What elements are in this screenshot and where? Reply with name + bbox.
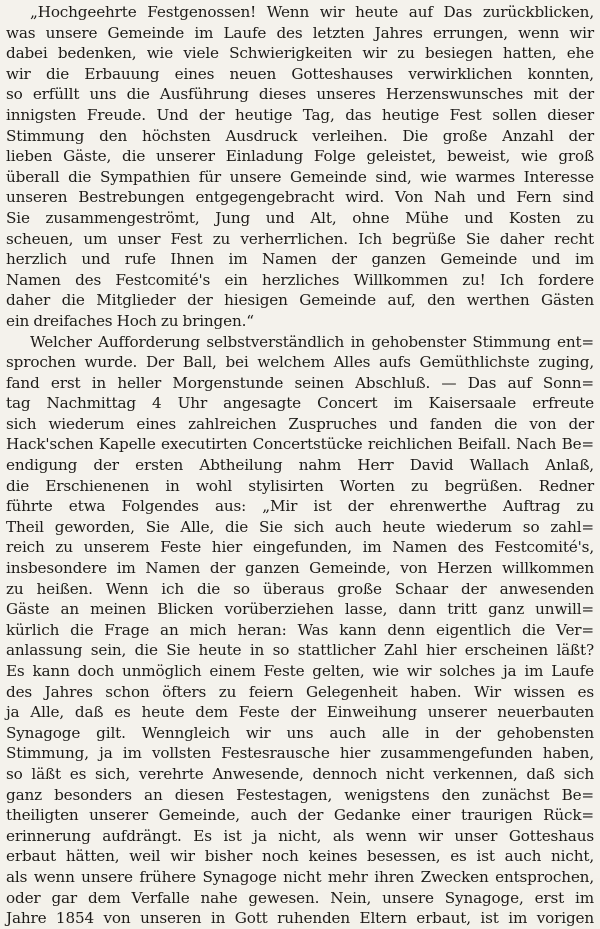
text-line: Theil geworden, Sie Alle, die Sie sich auch heute wiederum so zahl= xyxy=(6,517,594,536)
text-line: wir die Erbauung eines neuen Gotteshauses verwirklichen konnten, xyxy=(6,64,594,83)
text-line: des Jahres schon öfters zu feiern Gelegenheit haben. Wir wissen es xyxy=(6,682,594,701)
text-line: Gäste an meinen Blicken vorüberziehen lasse, dann tritt ganz unwill= xyxy=(6,600,594,619)
text-line: Namen des Festcomité's ein herzliches Willkommen zu! Ich fordere xyxy=(6,270,594,289)
text-line: ja Alle, daß es heute dem Feste der Einweihung unserer neuerbauten xyxy=(6,703,594,722)
text-line: Sie zusammengeströmt, Jung und Alt, ohne Mühe und Kosten zu xyxy=(6,208,594,227)
text-line: fand erst in heller Morgenstunde seinen Abschluß. — Das auf Sonn= xyxy=(6,373,594,392)
text-line: tag Nachmittag 4 Uhr angesagte Concert im Kaisersaale erfreute xyxy=(6,394,594,413)
text-line: theiligten unserer Gemeinde, auch der Gedanke einer traurigen Rück= xyxy=(6,806,594,825)
text-line: Hack'schen Kapelle executirten Concertstücke reichlichen Beifall. Nach Be= xyxy=(6,435,594,454)
text-line: ein dreifaches Hoch zu bringen.“ xyxy=(6,311,254,330)
text-line: was unsere Gemeinde im Laufe des letzten Jahres errungen, wenn wir xyxy=(6,23,594,42)
paragraph xyxy=(6,2,594,332)
text-line: die Erschienenen in wohl stylisirten Worten zu begrüßen. Redner xyxy=(6,476,594,495)
paragraph xyxy=(6,332,594,929)
text-line: Synagoge gilt. Wenngleich wir uns auch alle in der gehobensten xyxy=(6,723,594,742)
text-line: sich wiederum eines zahlreichen Zuspruches und fanden die von der xyxy=(6,414,594,433)
text-line: anlassung sein, die Sie heute in so stattlicher Zahl hier erscheinen läßt? xyxy=(6,641,594,660)
text-line: ganz besonders an diesen Festestagen, wenigstens den zunächst Be= xyxy=(6,785,594,804)
text-line: Es kann doch unmöglich einem Feste gelten, wie wir solches ja im Laufe xyxy=(6,662,594,680)
text-line: „Hochgeehrte Festgenossen! Wenn wir heute auf Das zurückblicken, xyxy=(30,3,594,21)
text-line: überall die Sympathien für unsere Gemeinde sind, wie warmes Interesse xyxy=(6,167,594,186)
text-line: insbesondere im Namen der ganzen Gemeinde, von Herzen willkommen xyxy=(6,559,594,578)
text-line: lieben Gäste, die unserer Einladung Folge geleistet, beweist, wie groß xyxy=(6,147,594,166)
text-line: oder gar dem Verfalle nahe gewesen. Nein, unsere Synagoge, erst im xyxy=(6,888,594,907)
text-line: daher die Mitglieder der hiesigen Gemeinde auf, den werthen Gästen xyxy=(6,291,594,310)
text-line: Welcher Aufforderung selbstverständlich in gehobenster Stimmung ent= xyxy=(30,332,594,351)
text-line: als wenn unsere frühere Synagoge nicht mehr ihren Zwecken entsprochen, xyxy=(6,867,594,886)
text-line: endigung der ersten Abtheilung nahm Herr David Wallach Anlaß, xyxy=(6,456,594,475)
text-line: herzlich und rufe Ihnen im Namen der ganzen Gemeinde und im xyxy=(6,250,594,269)
text-line: sprochen wurde. Der Ball, bei welchem Alles aufs Gemüthlichste zuging, xyxy=(6,353,594,372)
text-line: scheuen, um unser Fest zu verherrlichen. Ich begrüße Sie daher recht xyxy=(6,229,594,248)
text-column xyxy=(6,2,594,929)
text-line: Jahre 1854 von unseren in Gott ruhenden Eltern erbaut, ist im vorigen xyxy=(6,909,594,928)
text-line: so läßt es sich, verehrte Anwesende, dennoch nicht verkennen, daß sich xyxy=(6,764,594,783)
text-line: erbaut hätten, weil wir bisher noch keines besessen, es ist auch nicht, xyxy=(6,847,594,866)
text-line: reich zu unserem Feste hier eingefunden, im Namen des Festcomité's, xyxy=(6,538,594,557)
text-line: dabei bedenken, wie viele Schwierigkeiten wir zu besiegen hatten, ehe xyxy=(6,44,594,63)
text-line: kürlich die Frage an mich heran: Was kann denn eigentlich die Ver= xyxy=(6,620,594,639)
text-line: erinnerung aufdrängt. Es ist ja nicht, als wenn wir unser Gotteshaus xyxy=(6,826,594,845)
text-line: Stimmung, ja im vollsten Festesrausche hier zusammengefunden haben, xyxy=(6,744,594,763)
text-line: unseren Bestrebungen entgegengebracht wird. Von Nah und Fern sind xyxy=(6,188,594,207)
text-line: Stimmung den höchsten Ausdruck verleihen. Die große Anzahl der xyxy=(6,126,594,145)
text-line: führte etwa Folgendes aus: „Mir ist der ehrenwerthe Auftrag zu xyxy=(6,497,594,516)
text-line: so erfüllt uns die Ausführung dieses unseres Herzenswunsches mit der xyxy=(6,85,594,104)
text-line: innigsten Freude. Und der heutige Tag, das heutige Fest sollen dieser xyxy=(6,105,594,124)
text-line: zu heißen. Wenn ich die so überaus große Schaar der anwesenden xyxy=(6,579,594,598)
